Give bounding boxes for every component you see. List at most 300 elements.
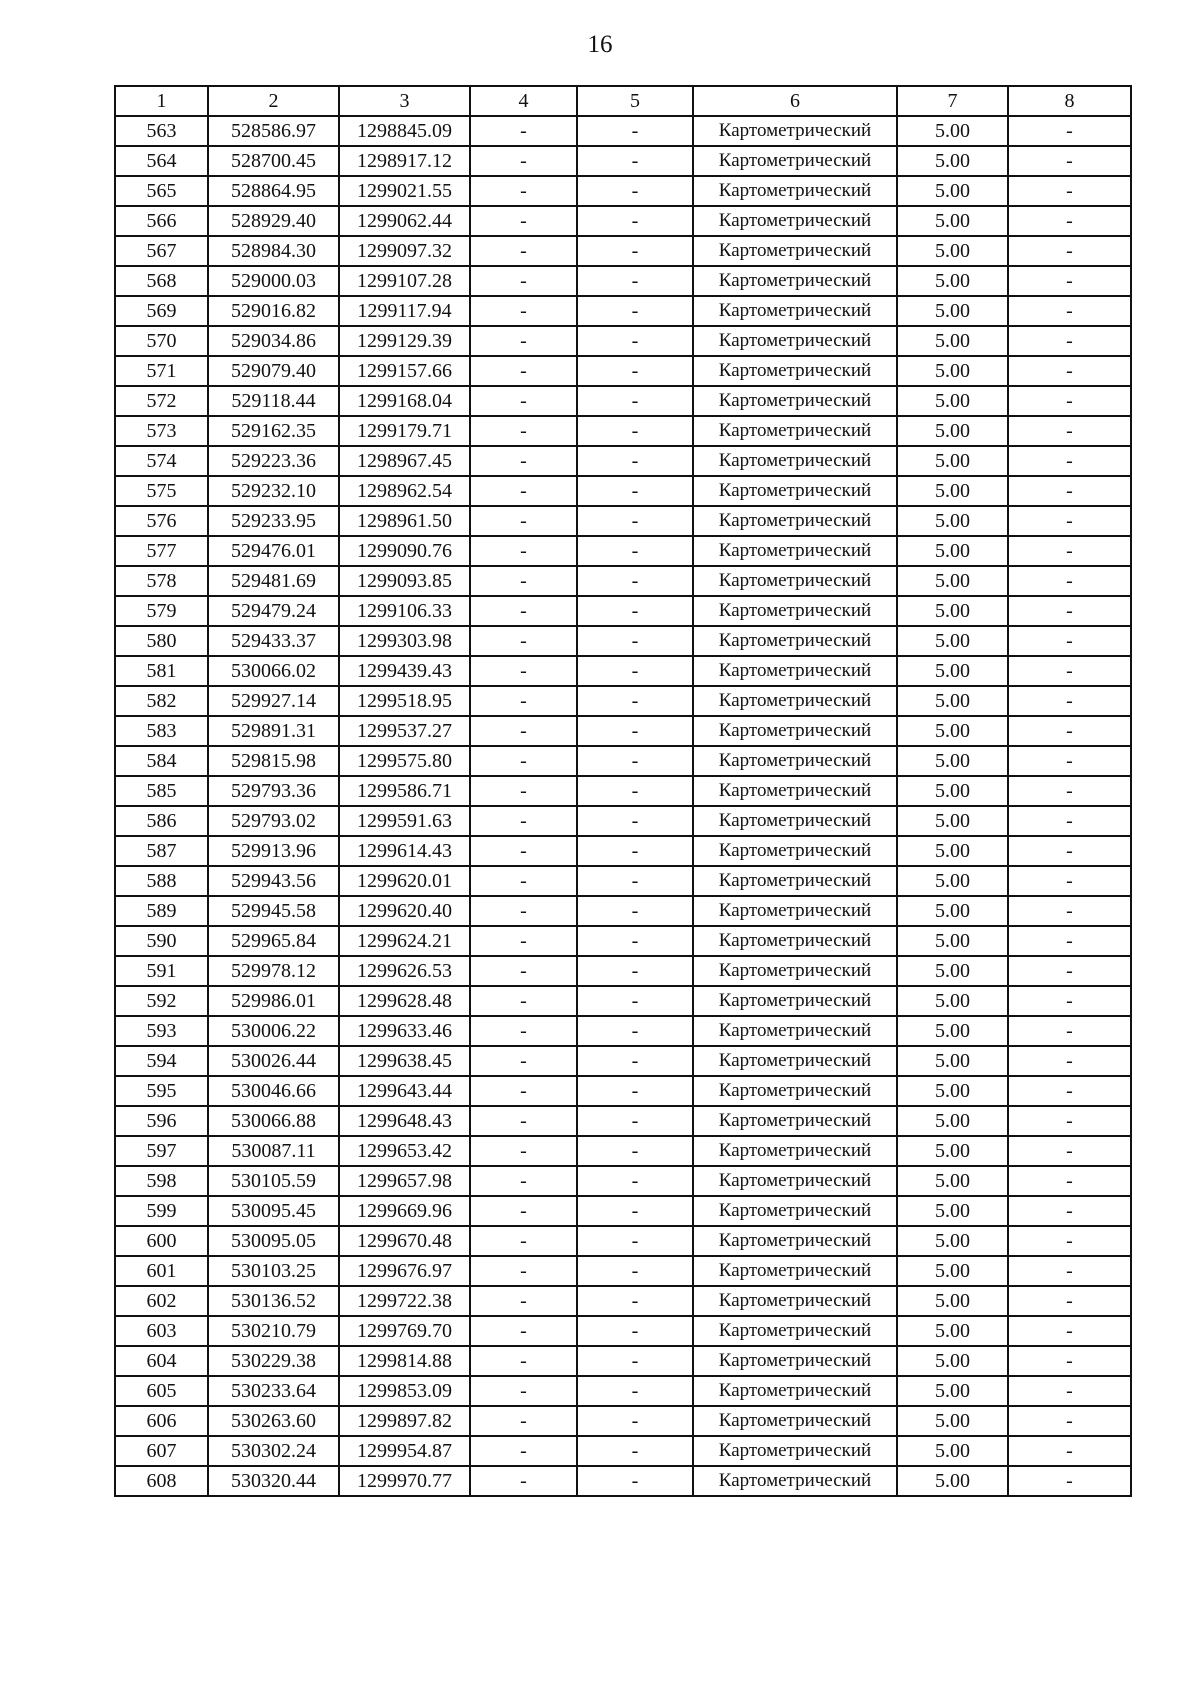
col-5-cell: - — [577, 746, 693, 776]
point-number-cell: 599 — [115, 1196, 208, 1226]
method-cell: Картометрический — [693, 146, 897, 176]
point-number-cell: 597 — [115, 1136, 208, 1166]
point-number-cell: 603 — [115, 1316, 208, 1346]
x-coordinate-cell: 530105.59 — [208, 1166, 339, 1196]
table-row — [115, 206, 1131, 236]
col-8-cell: - — [1008, 746, 1131, 776]
col-8-cell: - — [1008, 836, 1131, 866]
col-8-cell: - — [1008, 356, 1131, 386]
col-4-cell: - — [470, 926, 577, 956]
col-8-cell: - — [1008, 476, 1131, 506]
col-4-cell: - — [470, 896, 577, 926]
y-coordinate-cell: 1299097.32 — [339, 236, 470, 266]
method-cell: Картометрический — [693, 1226, 897, 1256]
col-4-cell: - — [470, 836, 577, 866]
x-coordinate-cell: 529927.14 — [208, 686, 339, 716]
method-cell: Картометрический — [693, 956, 897, 986]
point-number-cell: 592 — [115, 986, 208, 1016]
method-cell: Картометрический — [693, 1346, 897, 1376]
col-5-cell: - — [577, 536, 693, 566]
col-4-cell: - — [470, 776, 577, 806]
col-4-cell: - — [470, 806, 577, 836]
method-cell: Картометрический — [693, 776, 897, 806]
x-coordinate-cell: 530006.22 — [208, 1016, 339, 1046]
col-8-cell: - — [1008, 1316, 1131, 1346]
col-5-cell: - — [577, 236, 693, 266]
point-number-cell: 583 — [115, 716, 208, 746]
x-coordinate-cell: 530302.24 — [208, 1436, 339, 1466]
method-cell: Картометрический — [693, 926, 897, 956]
x-coordinate-cell: 529476.01 — [208, 536, 339, 566]
table-row — [115, 1316, 1131, 1346]
accuracy-cell: 5.00 — [897, 536, 1008, 566]
x-coordinate-cell: 530095.45 — [208, 1196, 339, 1226]
col-8-cell: - — [1008, 1166, 1131, 1196]
table-row — [115, 686, 1131, 716]
accuracy-cell: 5.00 — [897, 1466, 1008, 1496]
col-5-cell: - — [577, 1076, 693, 1106]
col-4-cell: - — [470, 506, 577, 536]
col-4-cell: - — [470, 116, 577, 146]
table-row — [115, 1436, 1131, 1466]
point-number-cell: 584 — [115, 746, 208, 776]
x-coordinate-cell: 530087.11 — [208, 1136, 339, 1166]
point-number-cell: 595 — [115, 1076, 208, 1106]
point-number-cell: 582 — [115, 686, 208, 716]
y-coordinate-cell: 1298845.09 — [339, 116, 470, 146]
accuracy-cell: 5.00 — [897, 326, 1008, 356]
col-8-cell: - — [1008, 1436, 1131, 1466]
y-coordinate-cell: 1299537.27 — [339, 716, 470, 746]
col-4-cell: - — [470, 956, 577, 986]
table-row — [115, 236, 1131, 266]
x-coordinate-cell: 529079.40 — [208, 356, 339, 386]
col-5-cell: - — [577, 1466, 693, 1496]
point-number-cell: 567 — [115, 236, 208, 266]
col-8-cell: - — [1008, 776, 1131, 806]
method-cell: Картометрический — [693, 566, 897, 596]
method-cell: Картометрический — [693, 1466, 897, 1496]
accuracy-cell: 5.00 — [897, 1316, 1008, 1346]
col-4-cell: - — [470, 236, 577, 266]
accuracy-cell: 5.00 — [897, 116, 1008, 146]
method-cell: Картометрический — [693, 446, 897, 476]
point-number-cell: 607 — [115, 1436, 208, 1466]
point-number-cell: 568 — [115, 266, 208, 296]
accuracy-cell: 5.00 — [897, 926, 1008, 956]
col-5-cell: - — [577, 716, 693, 746]
accuracy-cell: 5.00 — [897, 1436, 1008, 1466]
point-number-cell: 602 — [115, 1286, 208, 1316]
x-coordinate-cell: 529016.82 — [208, 296, 339, 326]
accuracy-cell: 5.00 — [897, 236, 1008, 266]
col-5-cell: - — [577, 176, 693, 206]
accuracy-cell: 5.00 — [897, 1046, 1008, 1076]
table-row — [115, 446, 1131, 476]
col-8-cell: - — [1008, 1376, 1131, 1406]
accuracy-cell: 5.00 — [897, 296, 1008, 326]
table-row — [115, 416, 1131, 446]
accuracy-cell: 5.00 — [897, 1406, 1008, 1436]
col-5-cell: - — [577, 626, 693, 656]
col-8-cell: - — [1008, 896, 1131, 926]
y-coordinate-cell: 1299303.98 — [339, 626, 470, 656]
accuracy-cell: 5.00 — [897, 1346, 1008, 1376]
y-coordinate-cell: 1299591.63 — [339, 806, 470, 836]
col-5-cell: - — [577, 446, 693, 476]
col-8-cell: - — [1008, 416, 1131, 446]
accuracy-cell: 5.00 — [897, 266, 1008, 296]
y-coordinate-cell: 1299518.95 — [339, 686, 470, 716]
method-cell: Картометрический — [693, 536, 897, 566]
col-5-cell: - — [577, 1346, 693, 1376]
accuracy-cell: 5.00 — [897, 956, 1008, 986]
col-5-cell: - — [577, 266, 693, 296]
y-coordinate-cell: 1299669.96 — [339, 1196, 470, 1226]
col-5-cell: - — [577, 1316, 693, 1346]
point-number-cell: 577 — [115, 536, 208, 566]
method-cell: Картометрический — [693, 326, 897, 356]
col-8-cell: - — [1008, 1406, 1131, 1436]
method-cell: Картометрический — [693, 1256, 897, 1286]
col-8-cell: - — [1008, 986, 1131, 1016]
y-coordinate-cell: 1299648.43 — [339, 1106, 470, 1136]
table-row — [115, 896, 1131, 926]
table-row — [115, 326, 1131, 356]
x-coordinate-cell: 530233.64 — [208, 1376, 339, 1406]
x-coordinate-cell: 530229.38 — [208, 1346, 339, 1376]
point-number-cell: 574 — [115, 446, 208, 476]
col-5-cell: - — [577, 386, 693, 416]
table-row — [115, 866, 1131, 896]
y-coordinate-cell: 1299090.76 — [339, 536, 470, 566]
col-8-cell: - — [1008, 1016, 1131, 1046]
x-coordinate-cell: 529965.84 — [208, 926, 339, 956]
table-row — [115, 656, 1131, 686]
coordinates-table — [114, 85, 1132, 1497]
accuracy-cell: 5.00 — [897, 506, 1008, 536]
x-coordinate-cell: 530026.44 — [208, 1046, 339, 1076]
col-5-cell: - — [577, 1196, 693, 1226]
col-8-cell: - — [1008, 296, 1131, 326]
col-5-cell: - — [577, 1046, 693, 1076]
x-coordinate-cell: 529891.31 — [208, 716, 339, 746]
x-coordinate-cell: 528586.97 — [208, 116, 339, 146]
x-coordinate-cell: 530210.79 — [208, 1316, 339, 1346]
accuracy-cell: 5.00 — [897, 416, 1008, 446]
method-cell: Картометрический — [693, 386, 897, 416]
table-row — [115, 1406, 1131, 1436]
col-8-cell: - — [1008, 116, 1131, 146]
col-8-cell: - — [1008, 176, 1131, 206]
point-number-cell: 563 — [115, 116, 208, 146]
method-cell: Картометрический — [693, 1436, 897, 1466]
col-4-cell: - — [470, 386, 577, 416]
method-cell: Картометрический — [693, 1376, 897, 1406]
method-cell: Картометрический — [693, 416, 897, 446]
col-8-cell: - — [1008, 1106, 1131, 1136]
accuracy-cell: 5.00 — [897, 776, 1008, 806]
method-cell: Картометрический — [693, 1136, 897, 1166]
method-cell: Картометрический — [693, 746, 897, 776]
col-8-cell: - — [1008, 146, 1131, 176]
col-4-cell: - — [470, 656, 577, 686]
y-coordinate-cell: 1299107.28 — [339, 266, 470, 296]
x-coordinate-cell: 529913.96 — [208, 836, 339, 866]
y-coordinate-cell: 1299620.40 — [339, 896, 470, 926]
method-cell: Картометрический — [693, 1316, 897, 1346]
col-8-cell: - — [1008, 1346, 1131, 1376]
col-8-cell: - — [1008, 566, 1131, 596]
y-coordinate-cell: 1299106.33 — [339, 596, 470, 626]
col-8-cell: - — [1008, 1466, 1131, 1496]
col-5-cell: - — [577, 1226, 693, 1256]
column-header-4: 4 — [470, 86, 577, 116]
col-4-cell: - — [470, 1226, 577, 1256]
col-4-cell: - — [470, 1016, 577, 1046]
point-number-cell: 600 — [115, 1226, 208, 1256]
table-row — [115, 176, 1131, 206]
col-5-cell: - — [577, 506, 693, 536]
col-8-cell: - — [1008, 1196, 1131, 1226]
col-5-cell: - — [577, 356, 693, 386]
x-coordinate-cell: 529232.10 — [208, 476, 339, 506]
col-5-cell: - — [577, 866, 693, 896]
col-4-cell: - — [470, 1136, 577, 1166]
y-coordinate-cell: 1299624.21 — [339, 926, 470, 956]
col-5-cell: - — [577, 146, 693, 176]
col-4-cell: - — [470, 476, 577, 506]
x-coordinate-cell: 529943.56 — [208, 866, 339, 896]
col-5-cell: - — [577, 806, 693, 836]
table-row — [115, 626, 1131, 656]
y-coordinate-cell: 1299614.43 — [339, 836, 470, 866]
table-row — [115, 1076, 1131, 1106]
table-row — [115, 386, 1131, 416]
x-coordinate-cell: 529793.36 — [208, 776, 339, 806]
y-coordinate-cell: 1299168.04 — [339, 386, 470, 416]
col-5-cell: - — [577, 1406, 693, 1436]
col-5-cell: - — [577, 116, 693, 146]
x-coordinate-cell: 529479.24 — [208, 596, 339, 626]
y-coordinate-cell: 1299129.39 — [339, 326, 470, 356]
page-number: 16 — [587, 31, 613, 58]
table-row — [115, 1106, 1131, 1136]
point-number-cell: 572 — [115, 386, 208, 416]
x-coordinate-cell: 529481.69 — [208, 566, 339, 596]
table-row — [115, 1196, 1131, 1226]
method-cell: Картометрический — [693, 806, 897, 836]
col-8-cell: - — [1008, 626, 1131, 656]
accuracy-cell: 5.00 — [897, 746, 1008, 776]
table-body — [115, 116, 1131, 1496]
y-coordinate-cell: 1299439.43 — [339, 656, 470, 686]
point-number-cell: 566 — [115, 206, 208, 236]
point-number-cell: 576 — [115, 506, 208, 536]
y-coordinate-cell: 1299638.45 — [339, 1046, 470, 1076]
table-row — [115, 1466, 1131, 1496]
col-5-cell: - — [577, 1286, 693, 1316]
x-coordinate-cell: 530046.66 — [208, 1076, 339, 1106]
method-cell: Картометрический — [693, 206, 897, 236]
col-4-cell: - — [470, 986, 577, 1016]
table-row — [115, 1376, 1131, 1406]
accuracy-cell: 5.00 — [897, 1286, 1008, 1316]
col-8-cell: - — [1008, 1046, 1131, 1076]
col-8-cell: - — [1008, 806, 1131, 836]
col-5-cell: - — [577, 956, 693, 986]
table-row — [115, 836, 1131, 866]
point-number-cell: 591 — [115, 956, 208, 986]
y-coordinate-cell: 1299021.55 — [339, 176, 470, 206]
y-coordinate-cell: 1299633.46 — [339, 1016, 470, 1046]
table-row — [115, 1016, 1131, 1046]
accuracy-cell: 5.00 — [897, 596, 1008, 626]
col-8-cell: - — [1008, 686, 1131, 716]
table-row — [115, 296, 1131, 326]
accuracy-cell: 5.00 — [897, 1256, 1008, 1286]
y-coordinate-cell: 1299897.82 — [339, 1406, 470, 1436]
table-row — [115, 506, 1131, 536]
method-cell: Картометрический — [693, 356, 897, 386]
method-cell: Картометрический — [693, 656, 897, 686]
col-8-cell: - — [1008, 926, 1131, 956]
point-number-cell: 586 — [115, 806, 208, 836]
col-4-cell: - — [470, 1316, 577, 1346]
y-coordinate-cell: 1299575.80 — [339, 746, 470, 776]
method-cell: Картометрический — [693, 1166, 897, 1196]
col-5-cell: - — [577, 206, 693, 236]
col-4-cell: - — [470, 296, 577, 326]
method-cell: Картометрический — [693, 116, 897, 146]
col-8-cell: - — [1008, 506, 1131, 536]
y-coordinate-cell: 1299657.98 — [339, 1166, 470, 1196]
accuracy-cell: 5.00 — [897, 476, 1008, 506]
point-number-cell: 593 — [115, 1016, 208, 1046]
y-coordinate-cell: 1299179.71 — [339, 416, 470, 446]
table-row — [115, 1136, 1131, 1166]
y-coordinate-cell: 1298962.54 — [339, 476, 470, 506]
accuracy-cell: 5.00 — [897, 176, 1008, 206]
y-coordinate-cell: 1299954.87 — [339, 1436, 470, 1466]
method-cell: Картометрический — [693, 176, 897, 206]
point-number-cell: 578 — [115, 566, 208, 596]
col-5-cell: - — [577, 1256, 693, 1286]
x-coordinate-cell: 530066.88 — [208, 1106, 339, 1136]
accuracy-cell: 5.00 — [897, 866, 1008, 896]
accuracy-cell: 5.00 — [897, 566, 1008, 596]
table-row — [115, 776, 1131, 806]
method-cell: Картометрический — [693, 476, 897, 506]
method-cell: Картометрический — [693, 716, 897, 746]
point-number-cell: 601 — [115, 1256, 208, 1286]
point-number-cell: 571 — [115, 356, 208, 386]
y-coordinate-cell: 1299586.71 — [339, 776, 470, 806]
col-4-cell: - — [470, 1196, 577, 1226]
table-row — [115, 596, 1131, 626]
table-row — [115, 806, 1131, 836]
col-4-cell: - — [470, 1076, 577, 1106]
accuracy-cell: 5.00 — [897, 836, 1008, 866]
y-coordinate-cell: 1299157.66 — [339, 356, 470, 386]
col-8-cell: - — [1008, 1256, 1131, 1286]
table-row — [115, 356, 1131, 386]
method-cell: Картометрический — [693, 626, 897, 656]
col-4-cell: - — [470, 866, 577, 896]
method-cell: Картометрический — [693, 236, 897, 266]
column-header-7: 7 — [897, 86, 1008, 116]
col-5-cell: - — [577, 926, 693, 956]
accuracy-cell: 5.00 — [897, 386, 1008, 416]
x-coordinate-cell: 528984.30 — [208, 236, 339, 266]
x-coordinate-cell: 530136.52 — [208, 1286, 339, 1316]
table-row — [115, 566, 1131, 596]
method-cell: Картометрический — [693, 896, 897, 926]
col-4-cell: - — [470, 326, 577, 356]
y-coordinate-cell: 1299117.94 — [339, 296, 470, 326]
accuracy-cell: 5.00 — [897, 206, 1008, 236]
col-5-cell: - — [577, 1166, 693, 1196]
x-coordinate-cell: 529000.03 — [208, 266, 339, 296]
col-4-cell: - — [470, 146, 577, 176]
accuracy-cell: 5.00 — [897, 1076, 1008, 1106]
y-coordinate-cell: 1299093.85 — [339, 566, 470, 596]
table-row — [115, 746, 1131, 776]
col-4-cell: - — [470, 1466, 577, 1496]
x-coordinate-cell: 529223.36 — [208, 446, 339, 476]
method-cell: Картометрический — [693, 686, 897, 716]
table-row — [115, 716, 1131, 746]
col-5-cell: - — [577, 836, 693, 866]
table-row — [115, 1046, 1131, 1076]
col-4-cell: - — [470, 746, 577, 776]
col-5-cell: - — [577, 1136, 693, 1166]
point-number-cell: 565 — [115, 176, 208, 206]
point-number-cell: 575 — [115, 476, 208, 506]
table-row — [115, 1286, 1131, 1316]
col-8-cell: - — [1008, 1286, 1131, 1316]
point-number-cell: 605 — [115, 1376, 208, 1406]
column-header-8: 8 — [1008, 86, 1131, 116]
method-cell: Картометрический — [693, 1286, 897, 1316]
col-4-cell: - — [470, 206, 577, 236]
y-coordinate-cell: 1299620.01 — [339, 866, 470, 896]
point-number-cell: 604 — [115, 1346, 208, 1376]
x-coordinate-cell: 529118.44 — [208, 386, 339, 416]
table-row — [115, 146, 1131, 176]
col-4-cell: - — [470, 1346, 577, 1376]
point-number-cell: 579 — [115, 596, 208, 626]
table-row — [115, 926, 1131, 956]
table-row — [115, 1256, 1131, 1286]
accuracy-cell: 5.00 — [897, 1136, 1008, 1166]
x-coordinate-cell: 529978.12 — [208, 956, 339, 986]
col-4-cell: - — [470, 266, 577, 296]
col-8-cell: - — [1008, 326, 1131, 356]
point-number-cell: 608 — [115, 1466, 208, 1496]
col-8-cell: - — [1008, 866, 1131, 896]
column-header-1: 1 — [115, 86, 208, 116]
method-cell: Картометрический — [693, 266, 897, 296]
column-header-6: 6 — [693, 86, 897, 116]
y-coordinate-cell: 1298967.45 — [339, 446, 470, 476]
accuracy-cell: 5.00 — [897, 1196, 1008, 1226]
col-5-cell: - — [577, 296, 693, 326]
y-coordinate-cell: 1298917.12 — [339, 146, 470, 176]
table-row — [115, 1346, 1131, 1376]
col-5-cell: - — [577, 776, 693, 806]
col-5-cell: - — [577, 1016, 693, 1046]
